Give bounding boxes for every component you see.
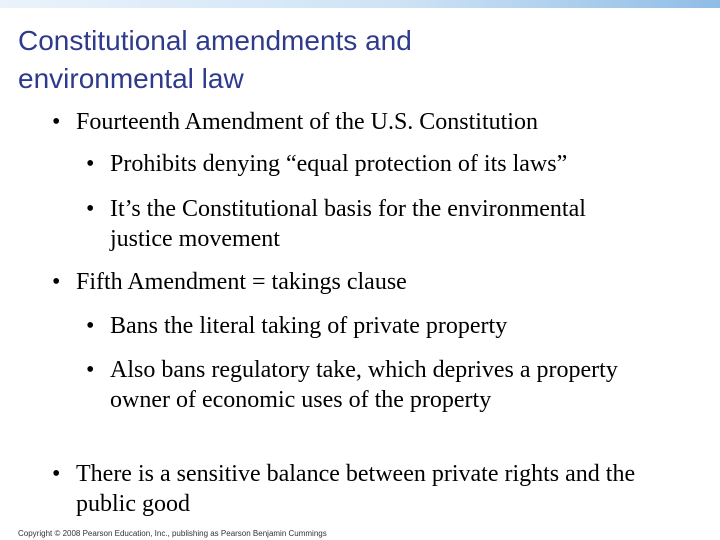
bullet-dot-icon: • [86, 151, 95, 177]
bullet-dot-icon: • [86, 196, 95, 222]
bullet-sensitive-balance [52, 459, 672, 519]
bullet-dot-icon: • [52, 109, 61, 135]
sub-bullet-literal-taking [86, 311, 646, 341]
bullet-text: Fourteenth Amendment of the U.S. Constitution [76, 109, 538, 135]
sub-bullet-regulatory-take [86, 355, 646, 415]
bullet-text: There is a sensitive balance between private rights and the public good [76, 461, 636, 517]
copyright-footer: Copyright © 2008 Pearson Education, Inc., publishing as Pearson Benjamin Cummings [18, 529, 327, 538]
bullet-text: Prohibits denying “equal protection of its laws” [110, 151, 568, 177]
bullet-fourteenth-amendment [52, 107, 672, 137]
slide-title-line-1: Constitutional amendments and [18, 25, 412, 56]
slide-title [18, 22, 638, 98]
sub-bullet-environmental-justice [86, 194, 646, 254]
bullet-text: Fifth Amendment = takings clause [76, 269, 407, 295]
bullet-fifth-amendment [52, 267, 672, 297]
bullet-text: Bans the literal taking of private property [110, 313, 508, 339]
bullet-dot-icon: • [52, 461, 61, 487]
bullet-text: Also bans regulatory take, which deprives a property owner of economic uses of the property [110, 357, 618, 413]
top-accent-bar [0, 0, 720, 8]
bullet-dot-icon: • [86, 357, 95, 383]
bullet-dot-icon: • [86, 313, 95, 339]
bullet-text: It’s the Constitutional basis for the environmental justice movement [110, 196, 586, 252]
bullet-dot-icon: • [52, 269, 61, 295]
slide-title-line-2: environmental law [18, 63, 244, 94]
sub-bullet-equal-protection [86, 149, 646, 179]
